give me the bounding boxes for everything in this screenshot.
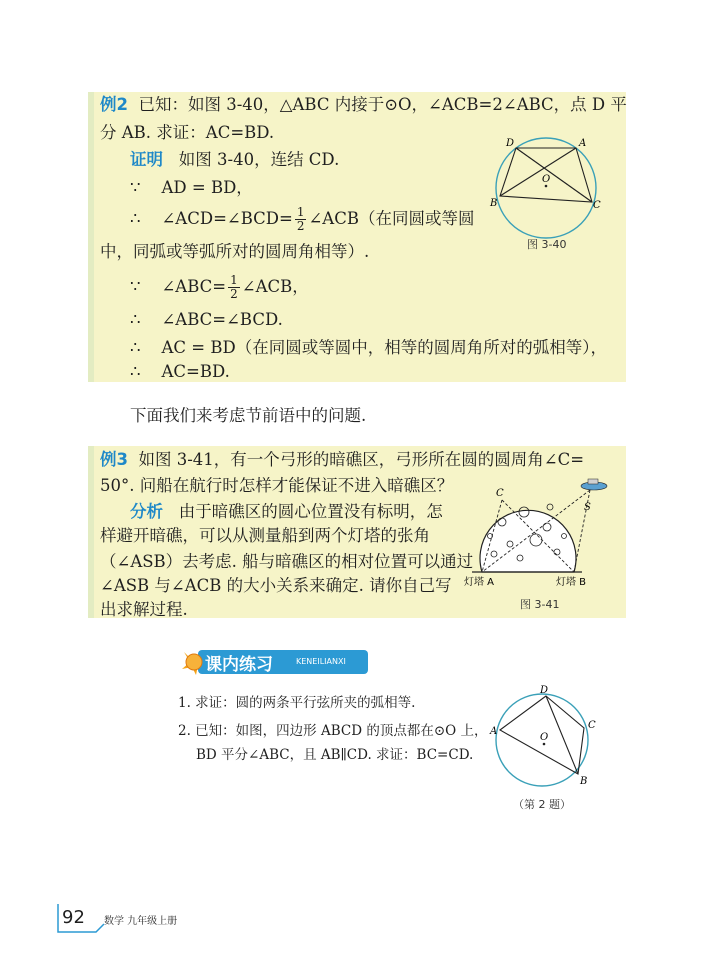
step-text: AC=BD. <box>161 362 230 381</box>
book-title: 数学 九年级上册 <box>104 916 178 927</box>
example3-tag: 例3 <box>100 450 128 469</box>
analysis-line5: 出求解过程. <box>100 600 188 619</box>
step-text: ∠ACD=∠BCD= <box>161 209 293 228</box>
exercise-item-1: 1. 求证：圆的两条平行弦所夹的弧相等. <box>178 695 416 711</box>
step-text: ∠ACB（在同圆或等圆 <box>308 209 475 228</box>
proof-step-3 <box>100 240 369 264</box>
label-b: B <box>490 198 498 209</box>
label-o: O <box>542 174 551 185</box>
example2-statement: 已知：如图 3-40，△ABC 内接于⊙O，∠ACB=2∠ABC，点 D 平 <box>138 95 627 114</box>
figure-3-41 <box>462 472 612 590</box>
example3-statement: 如图 3-41，有一个弓形的暗礁区，弓形所在圆的圆周角∠C= <box>138 450 585 469</box>
label-d: D <box>506 138 515 149</box>
step-symbol: ∴ <box>130 310 141 329</box>
label-a: A <box>490 726 498 737</box>
analysis-tag: 分析 <box>130 502 163 521</box>
proof-tag: 证明 <box>130 150 163 169</box>
label-s: S <box>584 502 591 513</box>
example2-tag: 例2 <box>100 95 128 114</box>
step-text: AC = BD（在同圆或等圆中，相等的圆周角所对的弧相等）， <box>161 338 607 357</box>
step-symbol: ∴ <box>130 209 141 228</box>
exercise-item-2: 2. 已知：如图，四边形 ABCD 的顶点都在⊙O 上， <box>178 723 488 739</box>
proof-step-7 <box>130 360 230 384</box>
proof-step-6 <box>130 336 607 360</box>
example2-statement2: 分 AB. 求证：AC=BD. <box>100 123 275 142</box>
circle-o <box>496 138 596 238</box>
label-o: O <box>540 732 549 743</box>
analysis-line4: ∠ASB 与∠ACB 的大小关系来确定. 请你自己写 <box>100 576 452 595</box>
example3-statement2: 50°. 问船在航行时怎样才能保证不进入暗礁区？ <box>100 476 454 495</box>
example3-bar <box>88 446 94 618</box>
label-a: A <box>579 138 587 149</box>
exercise-subtitle: KENEILIANXI <box>296 657 346 666</box>
label-c: C <box>588 720 596 731</box>
step-symbol: ∴ <box>130 362 141 381</box>
example3-line2 <box>100 474 453 498</box>
label-lighthouse-b: 灯塔 B <box>556 577 587 588</box>
proof-step-2 <box>130 206 474 233</box>
ship-icon <box>581 479 607 490</box>
step-symbol: ∵ <box>130 277 141 296</box>
label-lighthouse-a: 灯塔 A <box>464 577 495 588</box>
step-symbol: ∵ <box>130 178 141 197</box>
step-text: ∠ACB， <box>241 277 309 296</box>
figure-exercise-2 <box>484 684 604 794</box>
analysis-text: 由于暗礁区的圆心位置没有标明，怎 <box>178 502 443 521</box>
proof-step-4 <box>130 274 309 301</box>
transition-text: 下面我们来考虑节前语中的问题. <box>130 406 367 425</box>
page-number: 92 <box>62 907 85 928</box>
analysis-line1 <box>130 500 443 524</box>
step-text: 中，同弧或等弧所对的圆周角相等）. <box>100 242 370 261</box>
exercise-item-2b: BD 平分∠ABC，且 AB∥CD. 求证：BC=CD. <box>196 747 474 763</box>
proof-step-1 <box>130 176 253 200</box>
figure-3-41-caption: 图 3-41 <box>520 598 560 611</box>
label-c: C <box>496 488 504 499</box>
step-text: ∠ABC= <box>161 277 227 296</box>
proof-text: 如图 3-40，连结 CD. <box>178 150 340 169</box>
figure-exercise-caption: （第 2 题） <box>513 798 571 811</box>
example2-line1 <box>100 93 627 117</box>
label-b: B <box>580 776 588 787</box>
analysis-line3: （∠ASB）去考虑. 船与暗礁区的相对位置可以通过 <box>100 552 474 571</box>
analysis-line2: 样避开暗礁，可以从测量船到两个灯塔的张角 <box>100 526 430 545</box>
step-symbol: ∴ <box>130 338 141 357</box>
exercise-title: 课内练习 <box>205 655 273 675</box>
proof-step-5 <box>130 308 283 332</box>
step-text: ∠ABC=∠BCD. <box>161 310 283 329</box>
figure-3-40-caption: 图 3-40 <box>527 238 567 251</box>
label-c: C <box>593 200 601 211</box>
fraction: $\frac{1}{2}$ <box>296 205 305 233</box>
label-d: D <box>540 685 549 696</box>
step-text: AD = BD， <box>161 178 253 197</box>
fraction: $\frac{1}{2}$ <box>230 273 238 301</box>
example2-line2 <box>100 121 274 145</box>
proof-line1 <box>130 148 339 172</box>
example2-bar <box>88 92 94 382</box>
example3-line1 <box>100 448 584 472</box>
